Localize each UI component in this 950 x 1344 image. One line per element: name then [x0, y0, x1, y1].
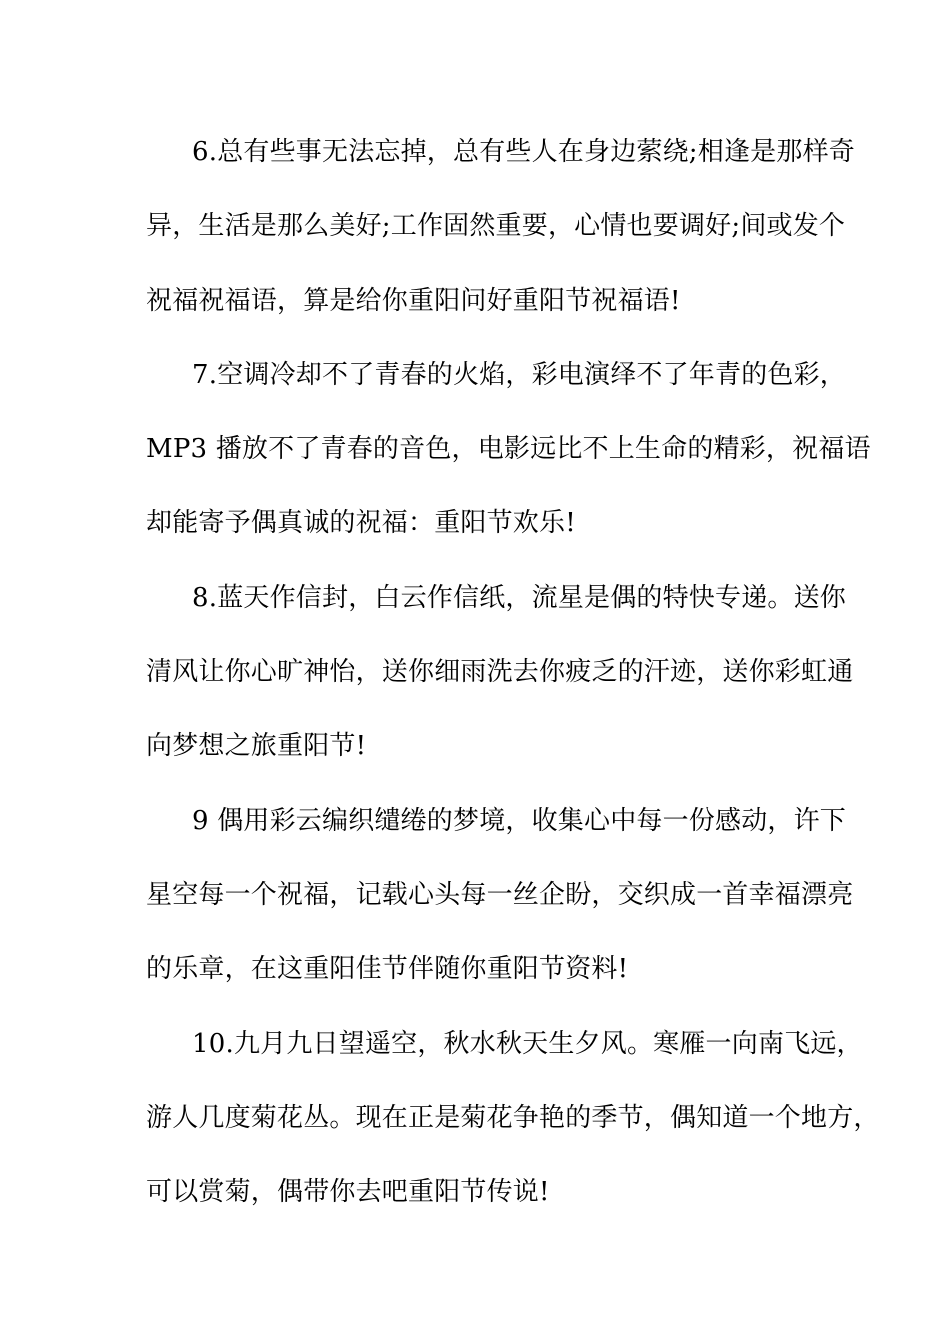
text-line: 6.总有些事无法忘掉，总有些人在身边萦绕;相逢是那样奇: [192, 137, 855, 167]
text-line: 10.九月九日望遥空，秋水秋天生夕风。寒雁一向南飞远，: [192, 1028, 863, 1059]
text-line: 的乐章，在这重阳佳节伴随你重阳节资料!: [146, 954, 629, 985]
paragraph-6: [146, 132, 855, 355]
text-line: 异，生活是那么美好;工作固然重要，心情也要调好;间或发个: [146, 211, 846, 242]
text-line: 7.空调冷却不了青春的火焰，彩电演绎不了年青的色彩，: [192, 359, 847, 390]
text-line: 星空每一个祝福，记载心头每一丝企盼，交织成一首幸福漂亮: [146, 879, 854, 910]
document-body: [146, 132, 880, 1246]
paragraph-8: [146, 578, 854, 801]
text-line: 9 偶用彩云编织缱绻的梦境，收集心中每一份感动，许下: [192, 805, 847, 836]
text-line: 可以赏菊，偶带你去吧重阳节传说!: [146, 1177, 550, 1208]
text-line: 却能寄予偶真诚的祝福：重阳节欢乐!: [146, 508, 576, 539]
paragraph-7: [146, 355, 871, 578]
text-line: 游人几度菊花丛。现在正是菊花争艳的季节，偶知道一个地方，: [146, 1102, 880, 1133]
text-line: 祝福祝福语，算是给你重阳问好重阳节祝福语!: [146, 285, 681, 316]
text-line: 清风让你心旷神怡，送你细雨洗去你疲乏的汗迹，送你彩虹通: [146, 657, 854, 688]
paragraph-9: [146, 801, 854, 1024]
text-line: 8.蓝天作信封，白云作信纸，流星是偶的特快专递。送你: [192, 582, 847, 613]
paragraph-10: [146, 1024, 880, 1247]
text-line: 向梦想之旅重阳节!: [146, 731, 367, 762]
text-line: MP3 播放不了青春的音色，电影远比不上生命的精彩，祝福语: [146, 434, 871, 465]
